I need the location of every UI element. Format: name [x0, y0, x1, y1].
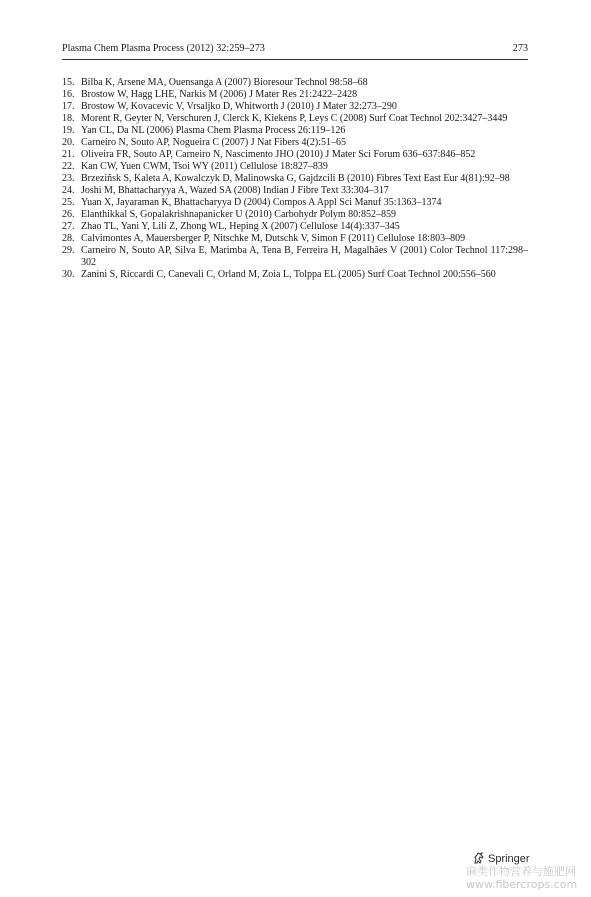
reference-text: Carneiro N, Souto AP, Silva E, Marimba A, Tena B, Ferreira H, Magalhães V (2001) Color Technol 117:298–302 — [81, 245, 528, 268]
reference-text: Bilba K, Arsene MA, Ouensanga A (2007) Bioresour Technol 98:58–68 — [81, 77, 368, 88]
reference-text: Zanini S, Riccardi C, Canevali C, Orland M, Zoia L, Tolppa EL (2005) Surf Coat Technol 200:556–560 — [81, 269, 496, 280]
journal-citation: Plasma Chem Plasma Process (2012) 32:259–273 — [62, 43, 265, 54]
reference-number: 27. — [62, 221, 75, 232]
reference-number: 23. — [62, 173, 75, 184]
reference-item — [62, 197, 528, 209]
springer-horse-icon — [472, 851, 486, 865]
reference-number: 30. — [62, 269, 75, 280]
reference-item — [62, 149, 528, 161]
reference-number: 24. — [62, 185, 75, 196]
watermark — [466, 865, 577, 891]
reference-item — [62, 89, 528, 101]
reference-number: 17. — [62, 101, 75, 112]
reference-text: Yan CL, Da NL (2006) Plasma Chem Plasma Process 26:119–126 — [81, 125, 346, 136]
publisher-name: Springer — [488, 853, 530, 865]
reference-number: 19. — [62, 125, 75, 136]
reference-item — [62, 173, 528, 185]
reference-number: 18. — [62, 113, 75, 124]
reference-number: 28. — [62, 233, 75, 244]
reference-text: Joshi M, Bhattacharyya A, Wazed SA (2008) Indian J Fibre Text 33:304–317 — [81, 185, 389, 196]
reference-text: Brostow W, Kovacevic V, Vrsaljko D, Whitworth J (2010) J Mater 32:273–290 — [81, 101, 397, 112]
reference-list — [62, 77, 528, 281]
reference-item — [62, 269, 528, 281]
reference-item — [62, 185, 528, 197]
reference-text: Kan CW, Yuen CWM, Tsoi WY (2011) Cellulose 18:827–839 — [81, 161, 328, 172]
reference-text: Calvimontes A, Mauersberger P, Nitschke M, Dutschk V, Simon F (2011) Cellulose 18:803–809 — [81, 233, 466, 244]
running-header — [62, 42, 528, 58]
reference-item — [62, 101, 528, 113]
reference-text: Yuan X, Jayaraman K, Bhattacharyya D (2004) Compos A Appl Sci Manuf 35:1363–1374 — [81, 197, 442, 208]
reference-text: Elanthikkal S, Gopalakrishnapanicker U (2010) Carbohydr Polym 80:852–859 — [81, 209, 396, 220]
reference-number: 21. — [62, 149, 75, 160]
reference-text: Carneiro N, Souto AP, Nogueira C (2007) J Nat Fibers 4(2):51–65 — [81, 137, 346, 148]
reference-number: 16. — [62, 89, 75, 100]
reference-number: 15. — [62, 77, 75, 88]
watermark-line-2: www.fibercrops.com — [466, 878, 578, 891]
reference-number: 29. — [62, 245, 75, 256]
reference-item — [62, 209, 528, 221]
reference-number: 26. — [62, 209, 75, 220]
reference-number: 22. — [62, 161, 75, 172]
reference-text: Oliveira FR, Souto AP, Carneiro N, Nascimento JHO (2010) J Mater Sci Forum 636–637:846–852 — [81, 149, 476, 160]
header-divider — [62, 59, 528, 60]
reference-item — [62, 161, 528, 173]
reference-number: 25. — [62, 197, 75, 208]
reference-item — [62, 137, 528, 149]
page-number: 273 — [512, 43, 528, 54]
reference-item — [62, 77, 528, 89]
reference-item — [62, 233, 528, 245]
reference-text: Zhao TL, Yani Y, Lili Z, Zhong WL, Heping X (2007) Cellulose 14(4):337–345 — [81, 221, 400, 232]
reference-text: Morent R, Geyter N, Verschuren J, Clerck K, Kiekens P, Leys C (2008) Surf Coat Technol 202:3427–3449 — [81, 113, 508, 124]
reference-item — [62, 125, 528, 137]
reference-text: Brostow W, Hagg LHE, Narkis M (2006) J Mater Res 21:2422–2428 — [81, 89, 358, 100]
reference-text: Brzeziñsk S, Kaleta A, Kowalczyk D, Malinowska G, Gajdzcili B (2010) Fibres Text East Eur 4(81):92–98 — [81, 173, 510, 184]
watermark-line-1: 麻类作物营养与施肥网 — [466, 865, 576, 878]
reference-item — [62, 113, 528, 125]
reference-number: 20. — [62, 137, 75, 148]
reference-item — [62, 245, 528, 269]
reference-item — [62, 221, 528, 233]
